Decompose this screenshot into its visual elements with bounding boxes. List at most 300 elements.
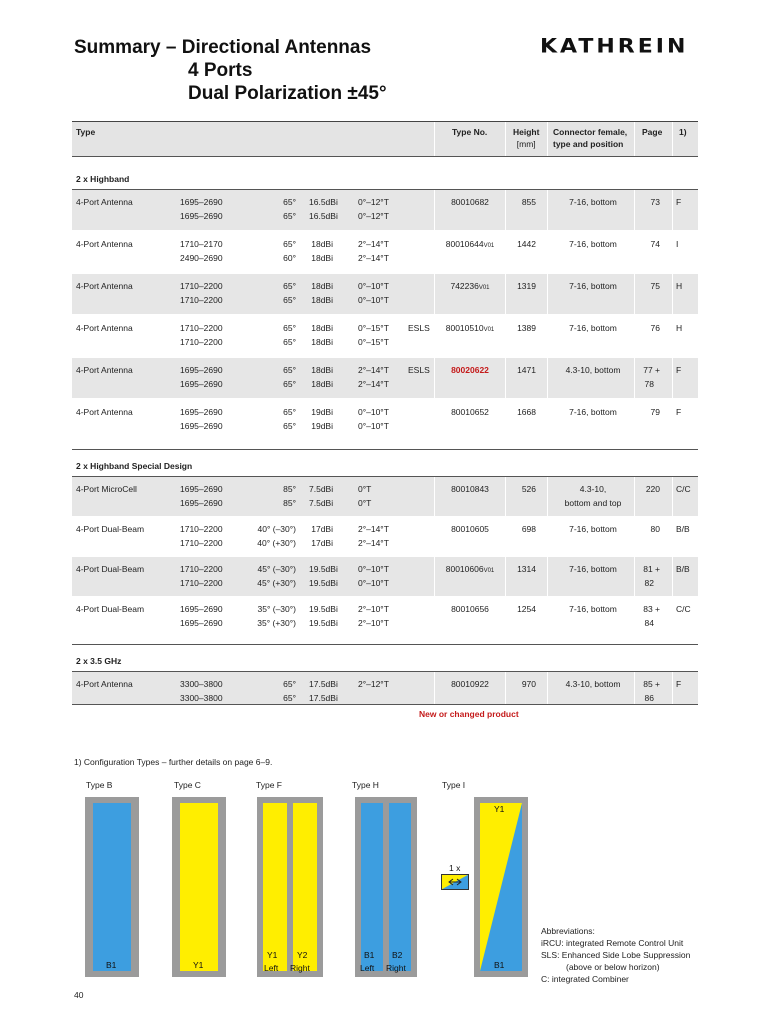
cell-type-no [438,677,502,691]
cell-gain: 17dBi [311,538,333,548]
cell-tilt: 0°T [358,498,372,508]
col-divider [505,122,506,156]
title-line-3: Dual Polarization ±45° [188,83,387,104]
cell-type: 4-Port Antenna [76,407,133,417]
cell-page: 220 [645,484,660,494]
combiner-icon [441,874,469,890]
cell-frequency: 1695–2690 [180,211,223,221]
title-line-2: 4 Ports [188,60,253,81]
title-line-1: Summary – Directional Antennas [74,37,372,58]
cell-frequency: 2490–2690 [180,253,223,263]
type-i-b1-label: B1 [494,960,505,970]
type-no-version: V01 [483,327,495,333]
col-divider [434,597,435,643]
cell-config: F [676,197,682,207]
table-row [72,232,698,272]
cell-beamwidth: 85° [283,498,296,508]
type-h-label: Type H [352,780,379,790]
cell-type-no [438,237,502,253]
cell-gain: 18dBi [311,281,333,291]
cell-connector: 7-16, bottom [569,564,617,574]
col-divider [434,316,435,356]
cell-beamwidth: 60° [283,253,296,263]
cell-gain: 19.5dBi [309,578,338,588]
cell-frequency: 1710–2200 [180,564,223,574]
col-divider [672,122,673,156]
cell-beamwidth: 35° (–30°) [257,604,296,614]
cell-page: 74 [650,239,660,249]
col-divider [634,122,635,156]
cell-beamwidth: 65° [283,679,296,689]
col-divider [434,190,435,230]
cell-frequency: 3300–3800 [180,679,223,689]
cell-type-no [438,321,502,337]
cell-frequency: 3300–3800 [180,693,223,703]
col-divider [505,232,506,272]
type-f-left-panel [263,803,287,971]
type-f-y2-label: Y2 [297,950,308,960]
abbreviation-sls-detail: (above or below horizon) [566,962,660,972]
cell-height: 698 [521,524,536,534]
cell-beamwidth: 40° (–30°) [257,524,296,534]
cell-frequency: 1710–2200 [180,538,223,548]
col-divider [434,400,435,440]
cell-config: F [676,679,682,689]
cell-esls: ESLS [408,365,430,375]
col-divider [547,477,548,516]
group-heading-special-design: 2 x Highband Special Design [76,461,193,471]
type-h-antenna [355,797,417,977]
type-no-value: 80010843 [451,484,489,494]
table-bottom-rule [72,704,698,705]
col-divider [547,597,548,643]
type-i-panel [480,803,522,971]
cell-esls: ESLS [408,323,430,333]
cell-gain: 17.5dBi [309,693,338,703]
type-h-left-label: Left [360,963,375,973]
cell-gain: 18dBi [311,365,333,375]
cell-tilt: 0°–12°T [358,211,389,221]
col-divider [547,557,548,596]
cell-frequency: 1695–2690 [180,604,223,614]
cell-tilt: 0°–15°T [358,337,389,347]
cell-beamwidth: 40° (+30°) [257,538,296,548]
cell-config: H [676,323,683,333]
col-divider [505,274,506,314]
cell-tilt: 0°–10°T [358,295,389,305]
table-header [72,122,698,157]
type-c-antenna [172,797,226,977]
col-divider [672,190,673,230]
cell-connector: 7-16, bottom [569,604,617,614]
cell-beamwidth: 85° [283,484,296,494]
col-divider [505,316,506,356]
type-c-y1-label: Y1 [193,960,204,970]
cell-tilt: 2°–14°T [358,239,389,249]
col-divider [672,597,673,643]
header-height-label: Height [513,127,540,137]
group-rule [72,449,698,450]
type-f-antenna [257,797,323,977]
col-divider [547,190,548,230]
col-divider [505,190,506,230]
cell-frequency: 1695–2690 [180,484,223,494]
col-divider [672,400,673,440]
col-divider [505,477,506,516]
cell-beamwidth: 45° (+30°) [257,578,296,588]
header-connector [553,126,627,150]
brand-logo: KATHREIN [540,35,689,58]
table-row [72,557,698,596]
cell-type-no [438,363,502,377]
col-divider [634,190,635,230]
type-no-version: V01 [478,285,490,291]
type-i-label: Type I [442,780,466,790]
col-divider [434,232,435,272]
group-rule [72,644,698,645]
col-divider [547,274,548,314]
cell-config: F [676,407,682,417]
cell-type-no [438,195,502,209]
type-no-value: 80010922 [451,679,489,689]
abbreviation-sls: SLS: Enhanced Side Lobe Suppression [541,950,691,960]
cell-tilt: 0°–12°T [358,197,389,207]
col-divider [505,358,506,398]
type-f-label: Type F [256,780,282,790]
cell-config: C/C [676,604,691,614]
col-divider [434,274,435,314]
cell-beamwidth: 65° [283,365,296,375]
cell-beamwidth: 35° (+30°) [257,618,296,628]
type-i-y1-label: Y1 [494,804,505,814]
col-divider [672,517,673,556]
col-divider [505,517,506,556]
cell-tilt: 2°–14°T [358,538,389,548]
type-b-antenna [85,797,139,977]
cell-tilt: 0°–10°T [358,407,389,417]
cell-gain: 18dBi [311,379,333,389]
cell-height: 526 [521,484,536,494]
cell-config: F [676,365,682,375]
table-row [72,597,698,643]
table-row [72,274,698,314]
type-no-value: 80010605 [451,524,489,534]
combiner-label: 1 x [449,863,461,873]
cell-gain: 19.5dBi [309,604,338,614]
cell-frequency: 1695–2690 [180,618,223,628]
cell-connector: 7-16, bottom [569,407,617,417]
group-heading-3-5ghz: 2 x 3.5 GHz [76,656,122,666]
cell-page: 84 [644,618,654,628]
cell-frequency: 1710–2200 [180,295,223,305]
abbreviations [541,925,690,985]
cell-page: 79 [650,407,660,417]
cell-page: 80 [650,524,660,534]
col-divider [547,316,548,356]
cell-frequency: 1695–2690 [180,379,223,389]
cell-type: 4-Port Antenna [76,365,133,375]
cell-beamwidth: 65° [283,407,296,417]
cell-gain: 17dBi [311,524,333,534]
cell-tilt: 0°–10°T [358,421,389,431]
col-divider [672,316,673,356]
cell-type: 4-Port MicroCell [76,484,137,494]
cell-connector: 4.3-10, bottom [565,679,621,689]
col-divider [672,557,673,596]
header-height [513,126,539,150]
header-connector-line1: Connector female, [553,127,628,137]
cell-gain: 18dBi [311,239,333,249]
cell-frequency: 1695–2690 [180,407,223,417]
cell-type: 4-Port Antenna [76,323,133,333]
cell-gain: 16.5dBi [309,211,338,221]
col-divider [634,597,635,643]
cell-height: 1442 [517,239,536,249]
col-divider [505,400,506,440]
col-divider [505,672,506,704]
type-h-right-panel [389,803,411,971]
cell-frequency: 1710–2200 [180,337,223,347]
table-row [72,190,698,230]
col-divider [634,358,635,398]
col-divider [547,232,548,272]
cell-height: 1389 [517,323,536,333]
col-divider [547,517,548,556]
cell-frequency: 1710–2200 [180,281,223,291]
cell-page: 83 + [643,604,660,614]
cell-connector: 4.3-10, bottom [565,365,621,375]
cell-gain: 7.5dBi [309,498,334,508]
cell-type-no [438,602,502,616]
cell-beamwidth: 65° [283,281,296,291]
new-product-note: New or changed product [419,709,519,719]
col-divider [634,557,635,596]
cell-gain: 18dBi [311,323,333,333]
cell-beamwidth: 65° [283,421,296,431]
cell-type: 4-Port Antenna [76,679,133,689]
cell-frequency: 1695–2690 [180,498,223,508]
col-divider [634,672,635,704]
cell-connector: 4.3-10, [579,484,607,494]
cell-tilt: 2°–12°T [358,679,389,689]
cell-type: 4-Port Antenna [76,281,133,291]
col-divider [672,477,673,516]
cell-config: C/C [676,484,691,494]
col-divider [672,672,673,704]
cell-height: 1254 [517,604,536,614]
cell-height: 1471 [517,365,536,375]
type-f-right-label: Right [290,963,310,973]
cell-tilt: 0°–15°T [358,323,389,333]
cell-tilt: 2°–14°T [358,524,389,534]
cell-beamwidth: 65° [283,323,296,333]
cell-gain: 19.5dBi [309,564,338,574]
cell-page: 77 + [643,365,660,375]
cell-tilt: 0°–10°T [358,564,389,574]
header-page: Page [642,127,663,137]
cell-beamwidth: 65° [283,337,296,347]
page-title [74,36,387,105]
table-row [72,517,698,556]
page-number: 40 [74,990,84,1000]
type-h-right-label: Right [386,963,406,973]
col-divider [434,672,435,704]
cell-height: 970 [521,679,536,689]
header-height-unit: [mm] [516,139,536,149]
cell-page: 73 [650,197,660,207]
header-connector-line2: type and position [553,139,624,149]
cell-gain: 7.5dBi [309,484,334,494]
cell-type-no [438,522,502,536]
cell-height: 1668 [517,407,536,417]
col-divider [634,400,635,440]
table-row [72,358,698,398]
type-no-version: V01 [483,243,495,249]
cell-gain: 18dBi [311,337,333,347]
cell-beamwidth: 65° [283,379,296,389]
cell-gain: 18dBi [311,253,333,263]
cell-type-no [438,482,502,496]
col-divider [505,557,506,596]
table-row [72,316,698,356]
col-divider [434,122,435,156]
cell-config: H [676,281,683,291]
cell-type-no [438,279,502,295]
type-h-b2-label: B2 [392,950,403,960]
cell-gain: 19dBi [311,421,333,431]
type-f-right-panel [293,803,317,971]
cell-beamwidth: 65° [283,239,296,249]
cell-frequency: 1710–2170 [180,239,223,249]
cell-tilt: 0°T [358,484,372,494]
cell-page: 78 [644,379,654,389]
col-divider [672,358,673,398]
type-b-label: Type B [86,780,113,790]
cell-page: 81 + [643,564,660,574]
table-row [72,400,698,440]
cell-tilt: 0°–10°T [358,578,389,588]
abbreviation-c: C: integrated Combiner [541,974,629,984]
cell-frequency: 1710–2200 [180,323,223,333]
cell-page: 75 [650,281,660,291]
abbreviations-heading: Abbreviations: [541,926,595,936]
cell-connector: 7-16, bottom [569,239,617,249]
cell-type: 4-Port Dual-Beam [76,604,145,614]
type-no-version: V01 [483,568,495,574]
col-divider [547,358,548,398]
type-no-value: 80020622 [451,365,489,375]
col-divider [634,477,635,516]
cell-gain: 19.5dBi [309,618,338,628]
col-divider [547,400,548,440]
cell-config: I [676,239,679,249]
cell-beamwidth: 45° (–30°) [257,564,296,574]
type-h-b1-label: B1 [364,950,375,960]
type-f-y1-label: Y1 [267,950,278,960]
type-no-value: 80010652 [451,407,489,417]
cell-gain: 19dBi [311,407,333,417]
col-divider [505,597,506,643]
type-b-panel [93,803,131,971]
cell-tilt: 2°–10°T [358,618,389,628]
cell-type-no [438,405,502,419]
cell-type-no [438,562,502,578]
cell-page: 82 [644,578,654,588]
cell-tilt: 2°–14°T [358,379,389,389]
group-heading-highband: 2 x Highband [76,174,130,184]
cell-connector: 7-16, bottom [569,323,617,333]
cell-height: 1319 [517,281,536,291]
type-no-value: 742236 [450,281,479,291]
header-config: 1) [679,127,687,137]
cell-connector: bottom and top [564,498,622,508]
cell-gain: 17.5dBi [309,679,338,689]
cell-gain: 16.5dBi [309,197,338,207]
cell-tilt: 2°–10°T [358,604,389,614]
col-divider [547,672,548,704]
cell-height: 1314 [517,564,536,574]
cell-tilt: 2°–14°T [358,253,389,263]
col-divider [434,358,435,398]
cell-type: 4-Port Dual-Beam [76,564,145,574]
col-divider [672,232,673,272]
cell-frequency: 1695–2690 [180,365,223,375]
cell-page: 76 [650,323,660,333]
cell-connector: 7-16, bottom [569,197,617,207]
cell-frequency: 1695–2690 [180,197,223,207]
cell-config: B/B [676,564,690,574]
type-b-b1-label: B1 [106,960,117,970]
cell-tilt: 2°–14°T [358,365,389,375]
cell-height: 855 [521,197,536,207]
type-c-panel [180,803,218,971]
cell-type: 4-Port Antenna [76,239,133,249]
cell-beamwidth: 65° [283,693,296,703]
cell-beamwidth: 65° [283,197,296,207]
table-row [72,477,698,516]
cell-type: 4-Port Antenna [76,197,133,207]
header-type: Type [76,127,96,137]
cell-page: 86 [644,693,654,703]
cell-frequency: 1710–2200 [180,524,223,534]
abbreviation-ircu: iRCU: integrated Remote Control Unit [541,938,684,948]
table-row [72,672,698,704]
col-divider [434,517,435,556]
col-divider [634,517,635,556]
cell-tilt: 0°–10°T [358,281,389,291]
cell-frequency: 1695–2690 [180,421,223,431]
col-divider [634,316,635,356]
type-no-value: 80010682 [451,197,489,207]
cell-connector: 7-16, bottom [569,524,617,534]
col-divider [547,122,548,156]
config-footnote: 1) Configuration Types – further details on page 6–9. [74,757,273,767]
col-divider [434,477,435,516]
col-divider [634,232,635,272]
col-divider [672,274,673,314]
type-no-value: 80010606 [445,564,484,574]
type-c-label: Type C [174,780,201,790]
type-h-left-panel [361,803,383,971]
cell-frequency: 1710–2200 [180,578,223,588]
cell-config: B/B [676,524,690,534]
type-no-value: 80010644 [445,239,484,249]
type-no-value: 80010510 [445,323,484,333]
cell-gain: 18dBi [311,295,333,305]
cell-page: 85 + [643,679,660,689]
type-i-antenna [474,797,528,977]
type-f-left-label: Left [264,963,279,973]
